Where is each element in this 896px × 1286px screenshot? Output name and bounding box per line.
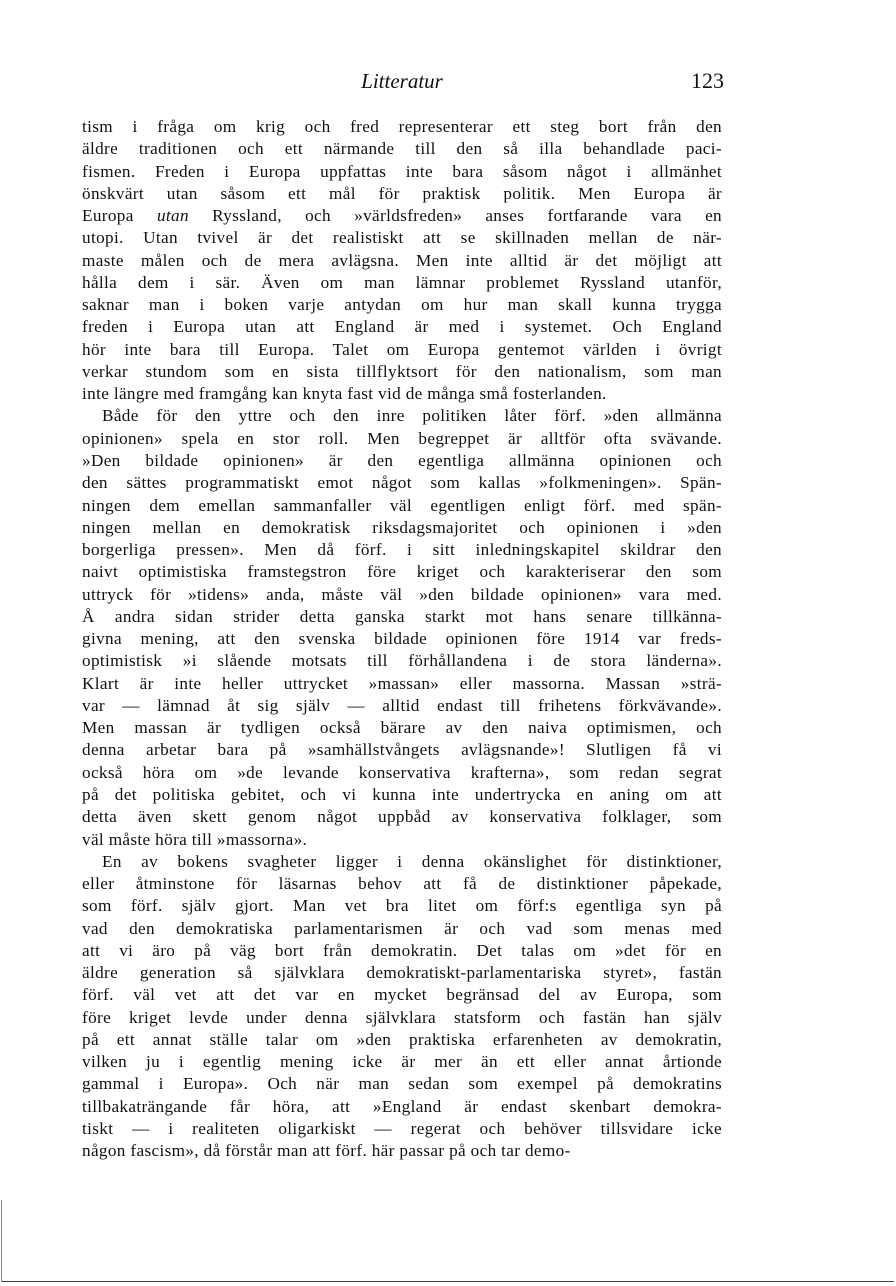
text-line: opinionen» spela en stor roll. Men begreppet är alltför ofta svävande. <box>82 428 722 448</box>
text-line: någon fascism», då förstår man att förf. här passar på och tar demo- <box>82 1141 571 1161</box>
text-line: ningen mellan en demokratisk riksdagsmajoritet och opinionen i »den <box>82 517 722 537</box>
text-line: önskvärt utan såsom ett mål för praktisk politik. Men Europa är <box>82 183 722 203</box>
page-number: 123 <box>691 68 724 93</box>
text-line: eller åtminstone för läsarnas behov att få de distinktioner påpekade, <box>82 874 722 894</box>
text-line: också höra om »de levande konservativa krafterna», som redan segrat <box>82 762 722 782</box>
text-line: fismen. Freden i Europa uppfattas inte bara såsom något i allmänhet <box>82 161 722 181</box>
text-line: att vi äro på väg bort från demokratin. Det talas om »det för en <box>82 940 722 960</box>
text-line: hålla dem i sär. Även om man lämnar problemet Ryssland utanför, <box>82 272 722 292</box>
text-line: den sättes programmatiskt emot något som kallas »folkmeningen». Spän- <box>82 473 722 493</box>
text-line: äldre traditionen och ett närmande till den så illa behandlade paci- <box>82 139 722 159</box>
text-line: på ett annat ställe talar om »den praktiska erfarenheten av demokratin, <box>82 1029 722 1049</box>
scan-edge-line <box>1 1200 2 1282</box>
text-line: freden i Europa utan att England är med i systemet. Och England <box>82 317 722 337</box>
text-line: gammal i Europa». Och när man sedan som exempel på demokratins <box>82 1074 722 1094</box>
text-line: saknar man i boken varje antydan om hur man skall kunna trygga <box>82 295 722 315</box>
text-line: detta även skett genom något uppbåd av konservativa folklager, som <box>82 807 722 827</box>
text-line: verkar stundom som en sista tillflyktsort för den nationalism, som man <box>82 361 722 381</box>
paragraph-2 <box>82 405 722 850</box>
text-line: maste målen och de mera avlägsna. Men inte alltid är det möjligt att <box>82 250 722 270</box>
body-text <box>82 116 722 1162</box>
paragraph-1 <box>82 116 722 405</box>
text-line: Men massan är tydligen också bärare av den naiva optimismen, och <box>82 718 722 738</box>
running-title: Litteratur <box>361 69 443 93</box>
text-line: före kriget levde under denna självklara statsform och fastän han själv <box>82 1007 722 1027</box>
italic-emphasis: utan <box>156 206 189 226</box>
text-line: En av bokens svagheter ligger i denna okänslighet för distinktioner, <box>102 851 722 871</box>
text-line: denna arbetar bara på »samhällstvångets avlägsnande»! Slutligen få vi <box>82 740 722 760</box>
text-line: var — lämnad åt sig själv — alltid endast till frihetens förkvävande». <box>82 695 722 715</box>
text-line: Europa utan Ryssland, och »världsfreden» anses fortfarande vara en <box>82 206 722 226</box>
text-line: uttryck för »tidens» anda, måste väl »den bildade opinionen» vara med. <box>82 584 722 604</box>
running-head <box>82 66 722 96</box>
text-line: borgerliga pressen». Men då förf. i sitt inledningskapitel skildrar den <box>82 540 722 560</box>
text-line: tillbakaträngande får höra, att »England är endast skenbart demokra- <box>82 1096 722 1116</box>
text-line: äldre generation så självklara demokratiskt-parlamentariska styret», fastän <box>82 963 722 983</box>
text-line: hör inte bara till Europa. Talet om Europa gentemot världen i övrigt <box>82 339 722 359</box>
text-line: förf. väl vet att det var en mycket begränsad del av Europa, som <box>82 985 722 1005</box>
text-line: Å andra sidan strider detta ganska starkt mot hans senare tillkänna- <box>82 606 722 626</box>
text-line: Både för den yttre och den inre politiken låter förf. »den allmänna <box>102 406 722 426</box>
text-line: tism i fråga om krig och fred representerar ett steg bort från den <box>82 117 722 136</box>
text-line: utopi. Utan tvivel är det realistiskt att se skillnaden mellan de när- <box>82 228 722 248</box>
text-line: inte längre med framgång kan knyta fast vid de många små fosterlanden. <box>82 384 607 404</box>
text-line: optimistisk »i slående motsats till förhållandena i de stora länderna». <box>82 651 722 671</box>
text-line: som förf. själv gjort. Man vet bra litet om förf:s egentliga syn på <box>82 896 722 916</box>
text-line: Klart är inte heller uttrycket »massan» eller massorna. Massan »strä- <box>82 673 722 693</box>
text-line: naivt optimistiska framstegstron före kriget och karakteriserar den som <box>82 562 722 582</box>
text-line: ningen dem emellan sammanfaller väl egentligen enligt förf. med spän- <box>82 495 722 515</box>
text-line: på det politiska gebitet, och vi kunna inte undertrycka en aning om att <box>82 784 722 804</box>
text-line: vad den demokratiska parlamentarismen är och vad som menas med <box>82 918 722 938</box>
text-line: tiskt — i realiteten oligarkiskt — regerat och behöver tillsvidare icke <box>82 1118 722 1138</box>
scan-bottom-edge <box>2 1281 894 1282</box>
text-line: »Den bildade opinionen» är den egentliga allmänna opinionen och <box>82 450 722 470</box>
text-line: vilken ju i egentlig mening icke är mer än ett eller annat årtionde <box>82 1052 722 1072</box>
text-line: väl måste höra till »massorna». <box>82 829 308 849</box>
paragraph-3 <box>82 851 722 1163</box>
text-line: givna mening, att den svenska bildade opinionen före 1914 var freds- <box>82 629 722 649</box>
